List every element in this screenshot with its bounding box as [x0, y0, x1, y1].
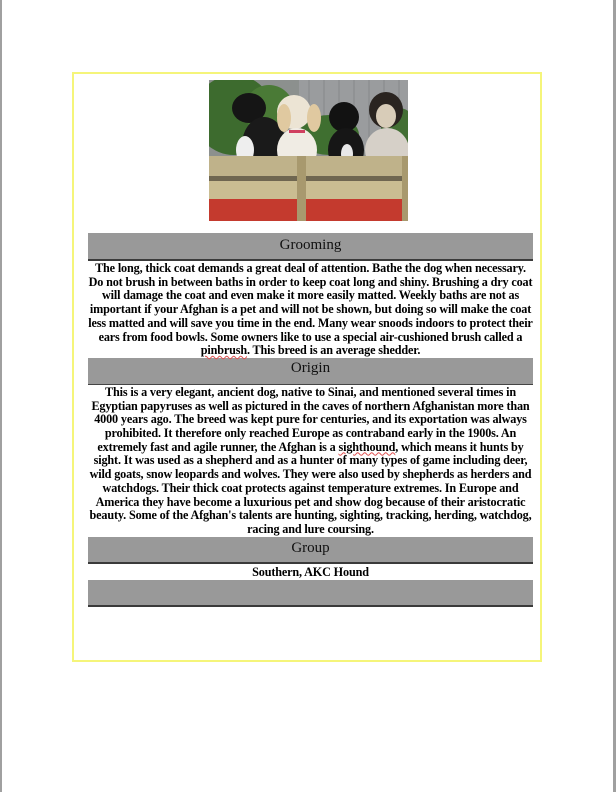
origin-text-part: This is a very elegant, ancient dog, native to Sinai, and mentioned several times in Egyptian papyruses as well as pictured in the caves of northern Afghanistan more than 4000 years ago. The breed was kept pure for centuries, and its exportation was always prohibited. It therefore only reached Europe as contraband early in the 1900s. An extremely fast and agile runner, the Afghan is a: [91, 384, 530, 454]
grooming-text-part: The long, thick coat demands a great deal of attention. Bathe the dog when necessary. Do not brush in between baths in order to keep coat long and shiny. Brushing a dry coat will damage the coat and even make it more easily matted. Weekly baths are not as important if your Afghan is a pet and will not be shown, but doing so will make the coat less matted and will save you time in the end. Many wear snoods indoors to protect their ears from food bowls. Some owners like to use a special air-cushioned brush called a: [88, 261, 533, 344]
page-edge-left: [0, 0, 2, 792]
breed-info-table: [88, 233, 533, 607]
section-header-empty: [88, 580, 533, 607]
spellcheck-word-pinbrush[interactable]: pinbrush: [200, 343, 247, 358]
section-header-origin: [88, 358, 533, 385]
afghan-puppies-photo: [209, 80, 408, 221]
grooming-text-part: . This breed is an average shedder.: [246, 343, 421, 358]
origin-heading: Origin: [290, 359, 331, 376]
photo-of-puppies-icon: [209, 80, 408, 221]
page-border-frame: [72, 72, 542, 662]
grooming-heading: Grooming: [279, 237, 342, 253]
grooming-text: [88, 261, 533, 358]
spellcheck-word-sighthound[interactable]: sighthound: [338, 439, 396, 454]
section-header-grooming: [88, 233, 533, 261]
origin-text-part: , which means it hunts by sight. It was used as a shepherd and as a hunter of many types of game including deer, wild goats, snow leopards and wolves. They were also used by shepherds as herders and watchdogs. Their thick coat protects against temperature extremes. In Europe and America they have become a luxurious pet and show dog because of their aristocratic beauty. Some of the Afghan's talents are hunting, sighting, tracking, herding, watchdog, racing and lure coursing.: [89, 439, 532, 536]
group-value: Southern, AKC Hound: [252, 564, 369, 579]
group-heading: Group: [291, 539, 330, 556]
origin-text: [88, 385, 533, 537]
section-header-group: [88, 537, 533, 564]
